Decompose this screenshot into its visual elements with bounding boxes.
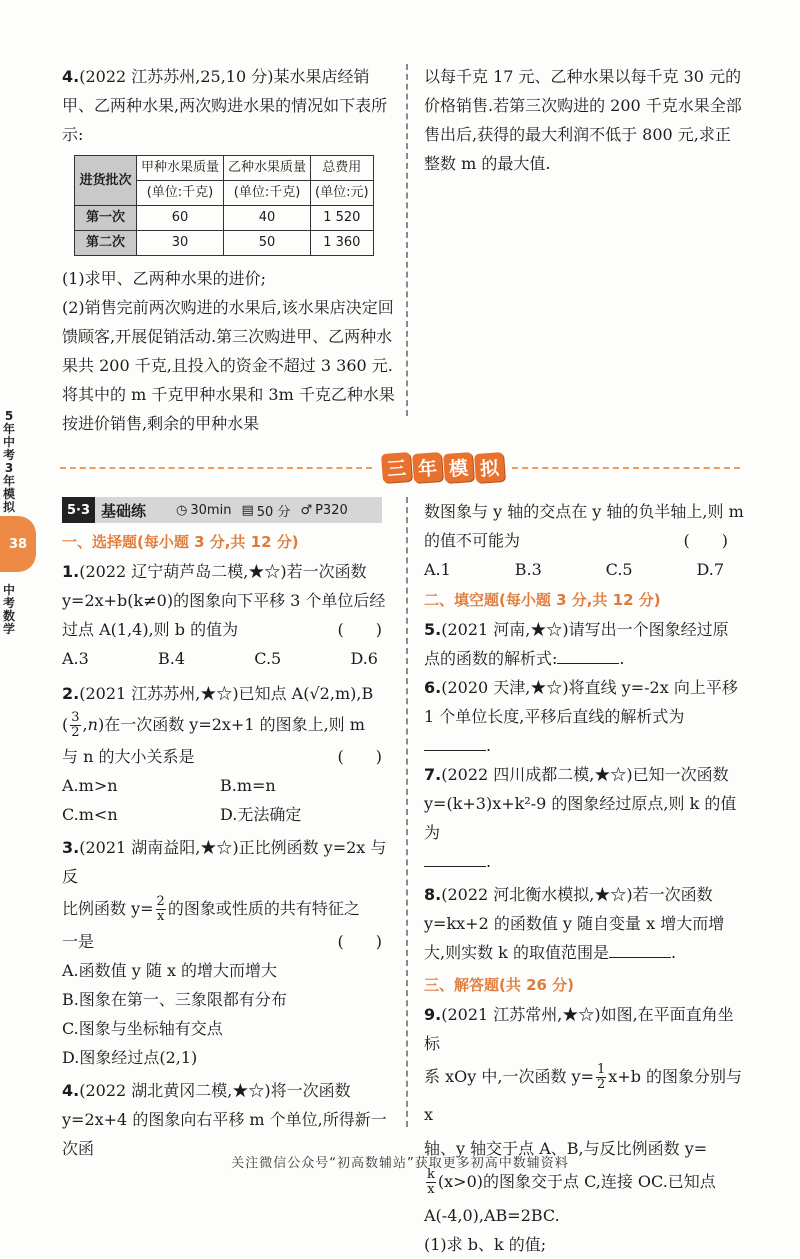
score-icon: ▤: [241, 502, 254, 518]
table-header-col1-unit: (单位:千克): [137, 181, 224, 206]
section-solution: 三、解答题(共 26 分): [424, 976, 575, 994]
exercise-band: [62, 497, 382, 523]
top-right-column: [424, 62, 744, 178]
clock-icon: ◷: [176, 502, 188, 518]
footer-note: 关注微信公众号“初高数辅站”获取更多初高中数辅资料: [231, 1156, 569, 1171]
question-4-part-1: (1)求甲、乙两种水果的进价;: [62, 269, 267, 288]
bottom-left-column: 一、选择题(每小题 3 分,共 12 分) 1.(2022 辽宁葫芦岛二模,★☆)若一次函数 y=2x+b(k≠0)的图象向下平移 3 个单位后经过点 A(1,4),则 b 的值为 ( ) A.3 B.4 C.5 D.6 2.(2021 江苏苏州,★☆)已知点 A(√2,m),B ( $\frac{3}{2}$ ,n)在一次函数 y=2x+1 的图象上,则 m 与 n 的大小关系是 ( ) A.m>n B.m=n C.m<n D.无法确定 3.(2021 湖南益阳,★☆)正比例函数 y=2x 与反 比例函数 y= $\frac{2}{x}$ 的图象或性质的共有特征之 一是 ( ) A.函数值 y 随 x 的增大而增大 B.图象在第一、三象限都有分布 C.图象与坐标轴有交点 D.图象经过点(2,1) 4.(2022 湖北黄冈二模,★☆)将一次函数 y=2x+4 的图象向右平移 m 个单位,所得新一次函: [62, 528, 398, 1163]
table-row: 第一次 60 40 1 520: [75, 206, 374, 231]
question-3-option-d: D.图象经过点(2,1): [62, 1048, 198, 1067]
question-1: 1.(2022 辽宁葫芦岛二模,★☆)若一次函数 y=2x+b(k≠0)的图象向下平移 3 个单位后经过点 A(1,4),则 b 的值为 ( ): [62, 562, 386, 639]
ref-meta: ♂ P320: [300, 502, 348, 518]
question-4-continued: 数图象与 y 轴的交点在 y 轴的负半轴上,则 m 的值不可能为 ( ): [424, 502, 744, 550]
purchase-table: [74, 155, 374, 256]
question-4-part-2: (2)销售完前两次购进的水果后,该水果店决定回馈顾客,开展促销活动.第三次购进甲、乙两种水果共 200 千克,且投入的资金不超过 3 360 元.将其中的 m 千克甲种水果和 3m 千克乙种水果按进价销售,剩余的甲种水果: [62, 298, 395, 433]
question-6: 6.(2020 天津,★☆)将直线 y=-2x 向上平移 1 个单位长度,平移后直线的解析式为.: [424, 678, 738, 755]
question-2: 2.(2021 江苏苏州,★☆)已知点 A(√2,m),B: [62, 684, 374, 703]
table-header-col3-unit: (单位:元): [311, 181, 374, 206]
section-multiple-choice: 一、选择题(每小题 3 分,共 12 分): [62, 533, 299, 551]
bottom-right-column: 数图象与 y 轴的交点在 y 轴的负半轴上,则 m 的值不可能为 ( ) A.1 B.3 C.5 D.7 二、填空题(每小题 3 分,共 12 分) 5.(2021 河南,★☆)请写出一个图象经过原点的函数的解析式: . 6.(2020 天津,★☆)将直线 y=-2x 向上平移 1 个单位长度,平移后直线的解析式为. 7.(2022 四川成都二模,★☆)已知一次函数 y=(k+3)x+k²-9 的图象经过原点,则 k 的值为 . 8.(2022 河北衡水模拟,★☆)若一次函数 y=kx+2 的函数值 y 随自变量 x 增大而增大,则实数 k 的取值范围是 . 三、解答题(共 26 分) 9.(2021 江苏常州,★☆)如图,在平面直角坐标 系 xOy 中,一次函数 y= $\frac{1}{2}$ x+b 的图象分别与 x 轴、y 轴交于点 A、B,与反比例函数 y= $\frac{k}{x}$ (x>0)的图象交于点 C,连接 OC.已知点 A(-4,0),AB=2BC. (1)求 b、k 的值;: [424, 497, 744, 1259]
table-header-batch: 进货批次: [75, 156, 137, 206]
question-2-options: A.m>n B.m=n: [62, 776, 276, 795]
question-9: 9.(2021 江苏常州,★☆)如图,在平面直角坐标: [424, 1005, 734, 1053]
table-row: 第二次 30 50 1 360: [75, 231, 374, 256]
section-fill-blank: 二、填空题(每小题 3 分,共 12 分): [424, 591, 661, 609]
question-8: 8.(2022 河北衡水模拟,★☆)若一次函数 y=kx+2 的函数值 y 随自变量 x 增大而增大,则实数 k 的取值范围是 .: [424, 885, 725, 962]
question-9-part-1: (1)求 b、k 的值;: [424, 1235, 547, 1254]
question-1-options: A.3 B.4 C.5 D.6: [62, 649, 378, 668]
question-3-option-a: A.函数值 y 随 x 的增大而增大: [62, 961, 278, 980]
question-3-option-c: C.图象与坐标轴有交点: [62, 1019, 223, 1038]
link-icon: ♂: [300, 502, 313, 518]
question-5: 5.(2021 河南,★☆)请写出一个图象经过原点的函数的解析式: .: [424, 620, 729, 668]
time-meta: ◷ 30min: [176, 502, 232, 518]
side-subject: 中 考 数 学: [2, 583, 15, 636]
column-divider-bottom: [406, 497, 408, 1127]
table-header-col2: 乙种水果质量: [224, 156, 311, 181]
question-3: 3.(2021 湖南益阳,★☆)正比例函数 y=2x 与反: [62, 838, 387, 886]
top-left-column: [62, 62, 398, 438]
table-header-col2-unit: (单位:千克): [224, 181, 311, 206]
banner-title: 三 年 模 拟: [382, 453, 504, 482]
question-4-options: A.1 B.3 C.5 D.7: [424, 560, 724, 579]
section-banner: [60, 453, 740, 483]
band-title: 基础练: [101, 501, 147, 520]
side-book-title: 5 年 中 考 3 年 模 拟: [2, 409, 15, 514]
question-3-option-b: B.图象在第一、三象限都有分布: [62, 990, 287, 1009]
badge-53: 5·3: [62, 497, 95, 523]
score-meta: ▤ 50 分: [241, 502, 291, 520]
question-4-top: 4.(2022 江苏苏州,25,10 分)某水果店经销甲、乙两种水果,两次购进水果的情况如下表所示:: [62, 67, 388, 144]
table-header-col3: 总费用: [311, 156, 374, 181]
question-4-continuation: 以每千克 17 元、乙种水果以每千克 30 元的价格销售.若第三次购进的 200 千克水果全部售出后,获得的最大利润不低于 800 元,求正整数 m 的最大值.: [424, 67, 742, 173]
page-number-tab: 38: [0, 516, 36, 572]
question-7: 7.(2022 四川成都二模,★☆)已知一次函数 y=(k+3)x+k²-9 的图象经过原点,则 k 的值为 .: [424, 765, 737, 871]
table-header-col1: 甲种水果质量: [137, 156, 224, 181]
question-4: 4.(2022 湖北黄冈二模,★☆)将一次函数 y=2x+4 的图象向右平移 m 个单位,所得新一次函: [62, 1081, 387, 1158]
column-divider-top: [406, 64, 408, 416]
